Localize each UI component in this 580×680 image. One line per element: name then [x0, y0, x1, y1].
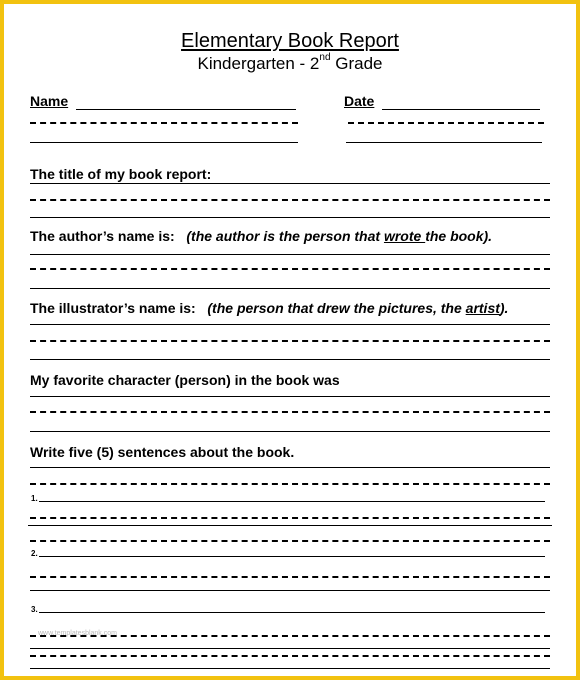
sentence-2-base — [30, 590, 550, 591]
name-dash-line — [30, 122, 298, 124]
sentence-3-dash — [30, 635, 550, 637]
author-note-b: the book). — [425, 228, 493, 244]
illustrator-note-b: ). — [499, 300, 509, 316]
illustrator-line-2 — [30, 359, 550, 360]
date-field-line[interactable] — [382, 109, 540, 110]
book-title-prompt: The title of my book report: — [30, 166, 212, 182]
illustrator-note-underlined: artist — [465, 300, 500, 316]
name-label: Name — [30, 93, 69, 109]
author-prompt: The author’s name is: — [30, 228, 175, 244]
sentences-prompt: Write five (5) sentences about the book. — [30, 444, 295, 460]
subtitle-superscript: nd — [319, 52, 331, 63]
character-prompt: My favorite character (person) in the book was — [30, 372, 340, 388]
sentence-number-2: 2. — [31, 549, 38, 558]
subtitle-main: Kindergarten - 2 — [197, 54, 320, 73]
sentences-dash-top — [30, 483, 550, 485]
sentence-1-line[interactable] — [39, 501, 545, 502]
sentence-number-3: 3. — [31, 605, 38, 614]
character-line-1[interactable] — [30, 396, 550, 397]
illustrator-prompt: The illustrator’s name is: — [30, 300, 196, 316]
illustrator-note — [207, 300, 508, 316]
book-title-line-1[interactable] — [30, 183, 550, 184]
page-subtitle — [4, 54, 576, 74]
date-solid-line — [346, 142, 542, 143]
bottom-line — [30, 668, 550, 669]
author-note-underlined: wrote — [383, 228, 426, 244]
author-note — [186, 228, 492, 244]
name-solid-line — [30, 142, 298, 143]
sentence-1-dash-2 — [30, 540, 550, 542]
sentence-3-line[interactable] — [39, 612, 545, 613]
author-note-a: (the author is the person that — [186, 228, 384, 244]
date-label: Date — [344, 93, 375, 109]
illustrator-note-a: (the person that drew the pictures, the — [207, 300, 466, 316]
author-line-2 — [30, 288, 550, 289]
worksheet-page — [4, 4, 576, 676]
sentence-2-line[interactable] — [39, 556, 545, 557]
sentence-3-base — [30, 648, 550, 649]
book-title-dash — [30, 199, 550, 201]
illustrator-line-1[interactable] — [30, 324, 550, 325]
character-dash — [30, 411, 550, 413]
page-title: Elementary Book Report — [181, 30, 399, 52]
sentence-2-dash — [30, 576, 550, 578]
character-line-2 — [30, 431, 550, 432]
author-dash — [30, 268, 550, 270]
illustrator-dash — [30, 340, 550, 342]
subtitle-end: Grade — [330, 54, 383, 73]
sentence-3-dash-2 — [30, 655, 550, 657]
author-line-1[interactable] — [30, 254, 550, 255]
faint-watermark-text: www.templatesblank.com — [38, 630, 117, 637]
sentences-line-top — [30, 467, 550, 468]
sentence-1-dash — [30, 517, 550, 519]
name-field-line[interactable] — [76, 109, 296, 110]
sentence-number-1: 1. — [31, 494, 38, 503]
sentence-1-base — [28, 525, 552, 526]
illustrator-prompt-row — [30, 300, 508, 316]
book-title-line-2 — [30, 217, 550, 218]
date-dash-line — [348, 122, 544, 124]
author-prompt-row — [30, 228, 492, 244]
